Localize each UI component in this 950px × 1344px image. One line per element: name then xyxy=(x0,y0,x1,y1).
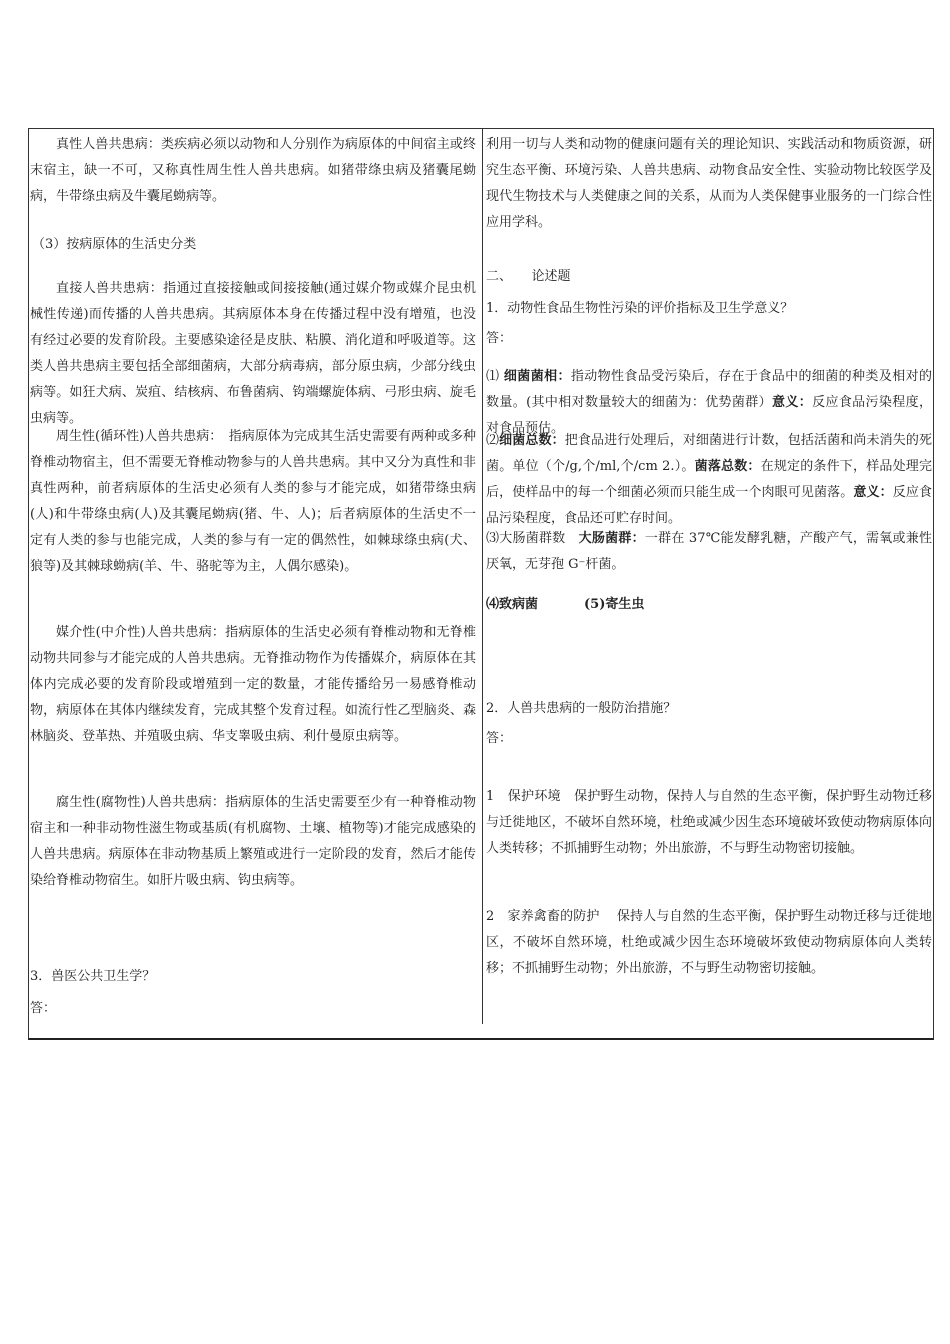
answer-3-label: 答： xyxy=(30,1001,57,1016)
item-1-text: 指动物性食品受污染后，存在于食品中的细菌的种类及相对的数量。(其中相对数量较大的细菌为：优势菌群） xyxy=(486,369,932,410)
paragraph-zhijie: 直接人兽共患病：指通过直接接触或间接接触(通过媒介物或媒介昆虫机械性传递)而传播的人兽共患病。其病原体本身在传播过程中没有增殖，也没有经过必要的发育阶段。主要感染途径是皮肤、粘膜、消化道和呼吸道等。这类人兽共患病主要包括全部细菌病，大部分病毒病，部分原虫病，少部分线虫病等。如狂犬病、炭疽、结核病、布鲁菌病、钩端螺旋体病、弓形虫病、旋毛虫病等。 xyxy=(30,281,476,426)
item-2-term-colony: 菌落总数： xyxy=(694,459,761,474)
item-2-text-colony: 在规定的条件下，样品处理完后，使样品中的每一个细菌必须而只能生成一个肉眼可见菌落。 xyxy=(486,459,932,500)
item-2-text: 把食品进行处理后，对细菌进行计数，包括活菌和尚未消失的死菌。单位（个/g,个/ml,个/cm 2.）。 xyxy=(486,433,932,474)
item-3-text: 一群在 37℃能发酵乳糖，产酸产气，需氧或兼性厌氧，无芽孢 G⁻杆菌。 xyxy=(486,531,932,572)
item-3-term: 大肠菌群： xyxy=(578,531,645,546)
heading-life-cycle-classification: （3）按病原体的生活史分类 xyxy=(32,237,197,252)
item-total-bacteria xyxy=(486,428,932,532)
paragraph-zhousheng: 周生性(循环性)人兽共患病： 指病原体为完成其生活史需要有两种或多种脊椎动物宿主，但不需要无脊椎动物参与的人兽共患病。其中又分为真性和非真性两种，前者病原体的生活史必须有人类的参与才能完成，如猪带绦虫病(人)和牛带绦虫病(人)及其囊尾蚴病(猪、牛、人)；后者病原体的生活史不一定有人类的参与也能完成，人类的参与有一定的偶然性，如棘球绦虫病(犬、狼等)及其棘球蚴病(羊、牛、骆驼等为主，人偶尔感染)。 xyxy=(30,429,476,574)
item-2-number: ⑵ xyxy=(486,433,500,448)
column-divider xyxy=(482,128,483,1024)
measure-1-environment: 1 保护环境 保护野生动物，保持人与自然的生态平衡，保护野生动物迁移与迁徙地区，不破坏自然环境，杜绝或减少因生态环境破坏致使动物病原体向人类转移；不抓捕野生动物；外出旅游，不与野生动物密切接触。 xyxy=(486,789,932,856)
measure-2-livestock: 2 家养禽畜的防护 保持人与自然的生态平衡，保护野生动物迁移与迁徙地区，不破坏自然环境，杜绝或减少因生态环境破坏致使动物病原体向人类转移；不抓捕野生动物；外出旅游，不与野生动物密切接触。 xyxy=(486,909,932,976)
item-3-number: ⑶大肠菌群数 xyxy=(486,531,566,546)
item-4-pathogenic-bacteria: ⑷致病菌 xyxy=(486,597,539,612)
item-pathogens-parasites xyxy=(486,592,932,618)
question-2: 2．人兽共患病的一般防治措施？ xyxy=(486,701,677,716)
paragraph-fusheng: 腐生性(腐物性)人兽共患病：指病原体的生活史需要至少有一种脊椎动物宿主和一种非动物性滋生物或基质(有机腐物、土壤、植物等)才能完成感染的人兽共患病。病原体在非动物基质上繁殖或进行一定阶段的发育，然后才能传染给脊椎动物宿生。如肝片吸虫病、钩虫病等。 xyxy=(30,795,476,888)
answer-1-label: 答： xyxy=(486,331,513,346)
item-1-term: 细菌菌相： xyxy=(503,369,571,384)
item-coliform xyxy=(486,526,932,578)
item-2-significance: 反应食品污染程度，食品还可贮存时间。 xyxy=(486,485,932,526)
item-2-term: 细菌总数： xyxy=(499,433,565,448)
item-1-significance: 反应食品污染程度，对食品预估。 xyxy=(486,395,932,436)
item-1-number: ⑴ xyxy=(486,369,504,384)
item-1-significance-label: 意义： xyxy=(772,395,813,410)
item-5-parasites: (5)寄生虫 xyxy=(584,597,645,612)
section-heading-essay: 二、 论述题 xyxy=(486,269,571,284)
question-3: 3．兽医公共卫生学？ xyxy=(30,969,156,984)
paragraph-zhenxing: 真性人兽共患病：类疾病必须以动物和人分别作为病原体的中间宿主或终末宿主，缺一不可，又称真性周生性人兽共患病。如猪带绦虫病及猪囊尾蚴病，牛带绦虫病及牛囊尾蚴病等。 xyxy=(30,137,476,204)
item-2-significance-label: 意义： xyxy=(853,485,893,500)
paragraph-definition-continued: 利用一切与人类和动物的健康问题有关的理论知识、实践活动和物质资源，研究生态平衡、环境污染、人兽共患病、动物食品安全性、实验动物比较医学及现代生物技术与人类健康之间的关系，从而为人类保健事业服务的一门综合性应用学科。 xyxy=(486,137,932,230)
paragraph-meijie: 媒介性(中介性)人兽共患病：指病原体的生活史必须有脊椎动物和无脊椎动物共同参与才能完成的人兽共患病。无脊推动物作为传播媒介，病原体在其体内完成必要的发育阶段或增殖到一定的数量，才能传播给另一易感脊椎动物，病原体在其体内继续发育，完成其整个发育过程。如流行性乙型脑炎、森林脑炎、登革热、并殖吸虫病、华支睾吸虫病、利什曼原虫病等。 xyxy=(30,625,476,744)
answer-2-label: 答： xyxy=(486,731,513,746)
question-1: 1．动物性食品生物性污染的评价指标及卫生学意义？ xyxy=(486,301,794,316)
